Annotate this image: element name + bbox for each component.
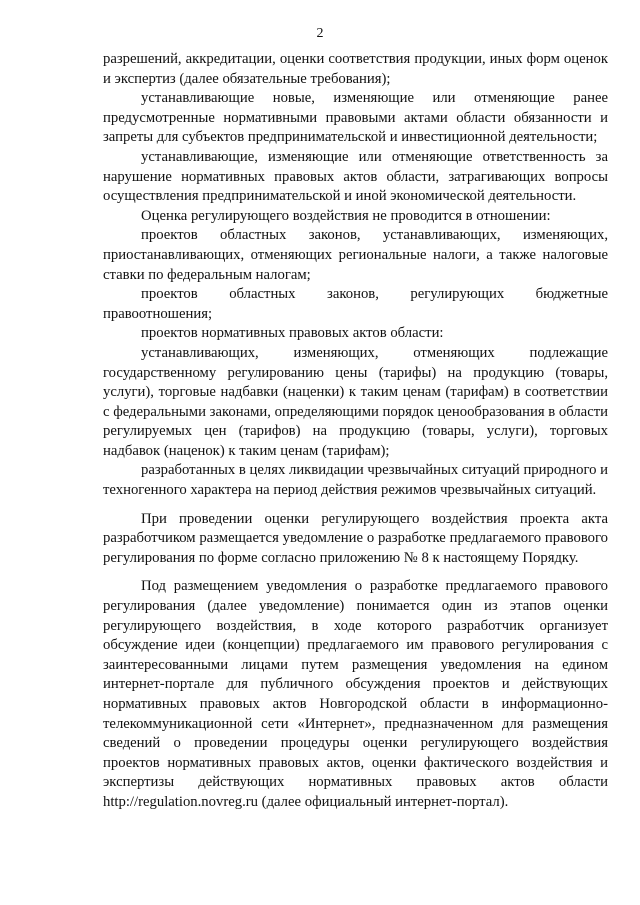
- page-number: 2: [316, 26, 324, 41]
- paragraph-notification-posting: При проведении оценки регулирующего воздействия проекта акта разработчиком размещается уведомление о разработке предлагаемого правового регулирования по форме согласно приложению № 8 к настоящему Порядку.: [103, 510, 608, 566]
- paragraph-notification-definition: Под размещением уведомления о разработке предлагаемого правового регулирования (далее уведомление) понимается один из этапов оценки регулирующего воздействия, в ходе которого разработчик организует обсуждение идеи (концепции) предлагаемого им правового регулирования с заинтересованными лицами путем размещения уведомления на едином интернет-портале для публичного обсуждения проектов и действующих нормативных правовых актов Новгородской области в информационно-телекоммуникационной сети «Интернет», предназначенном для размещения сведений о проведении процедуры оценки регулирующего воздействия проектов нормативных правовых актов, оценки фактического воздействия и экспертизы действующих нормативных правовых актов области http://regulation.novreg.ru (далее официальный интернет-портал).: [103, 578, 608, 810]
- paragraph-price-regulation: устанавливающих, изменяющих, отменяющих подлежащие государственному регулированию цены (тарифы) на продукцию (товары, услуги), торговые надбавки (наценки) к таким ценам (тарифам) в соответствии с федеральными законами, определяющими порядок ценообразования в области регулируемых цен (тарифов) на продукцию (товары, услуги), торговых надбавок (наценок) к таким ценам (тарифам);: [103, 344, 608, 459]
- paragraph-not-conducted-intro: Оценка регулирующего воздействия не проводится в отношении:: [141, 207, 551, 224]
- paragraph-tax-laws: проектов областных законов, устанавливающих, изменяющих, приостанавливающих, отменяющих региональные налоги, а также налоговые ставки по федеральным налогам;: [103, 227, 608, 283]
- paragraph-new-obligations: устанавливающие новые, изменяющие или отменяющие ранее предусмотренные нормативными правовыми актами области обязанности и запреты для субъектов предпринимательской и инвестиционной деятельности;: [103, 90, 608, 146]
- document-body: [103, 50, 608, 813]
- paragraph-obligatory-requirements-continuation: разрешений, аккредитации, оценки соответствия продукции, иных форм оценок и экспертиз (далее обязательные требования);: [103, 51, 608, 87]
- paragraph-regional-acts-intro: проектов нормативных правовых актов области:: [141, 325, 444, 342]
- paragraph-budget-laws: проектов областных законов, регулирующих бюджетные правоотношения;: [103, 286, 608, 322]
- paragraph-emergency: разработанных в целях ликвидации чрезвычайных ситуаций природного и техногенного характера на период действия режимов чрезвычайных ситуаций.: [103, 462, 608, 499]
- paragraph-responsibility: устанавливающие, изменяющие или отменяющие ответственность за нарушение нормативных правовых актов области, затрагивающих вопросы осуществления предпринимательской и иной экономической деятельности.: [103, 148, 608, 205]
